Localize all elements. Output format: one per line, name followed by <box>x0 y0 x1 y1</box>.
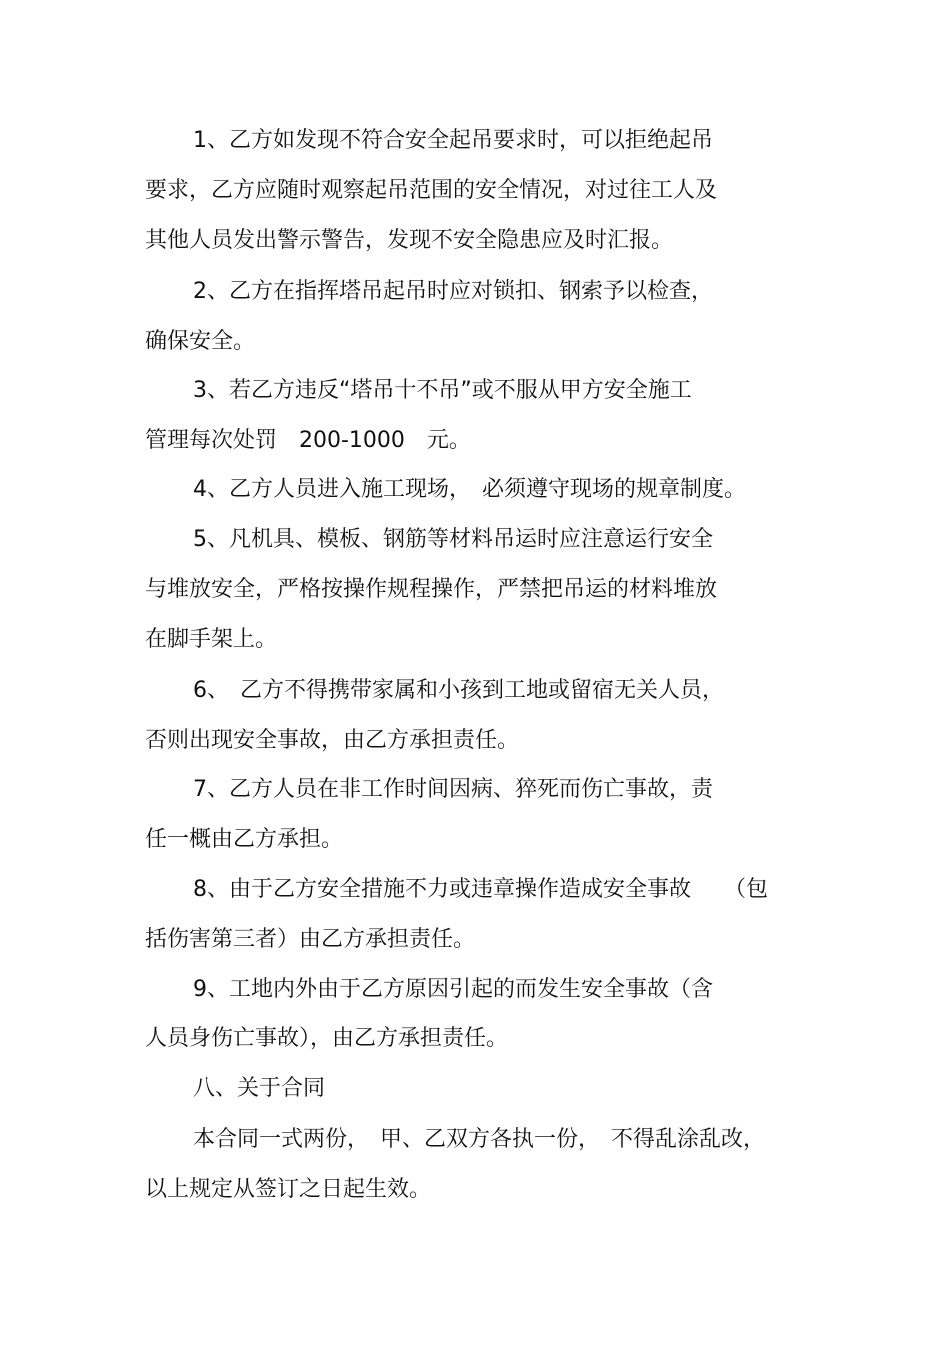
text-line-12: 6、 乙方不得携带家属和小孩到工地或留宿无关人员， <box>193 678 724 703</box>
text-line-10: 与堆放安全，严格按操作规程操作，严禁把吊运的材料堆放 <box>145 577 718 602</box>
text-line-17: 括伤害第三者）由乙方承担责任。 <box>145 927 476 952</box>
text-line-8: 4、乙方人员进入施工现场， 必须遵守现场的规章制度。 <box>193 477 746 502</box>
text-line-4: 2、乙方在指挥塔吊起吊时应对锁扣、钢索予以检查， <box>193 279 713 304</box>
text-line-3: 其他人员发出警示警告，发现不安全隐患应及时汇报。 <box>145 228 674 253</box>
section-heading: 八、关于合同 <box>193 1076 326 1101</box>
text-line-19: 人员身伤亡事故），由乙方承担责任。 <box>145 1026 509 1051</box>
text-line-5: 确保安全。 <box>145 329 256 354</box>
text-line-13: 否则出现安全事故，由乙方承担责任。 <box>145 728 520 753</box>
text-line-15: 任一概由乙方承担。 <box>145 827 344 852</box>
text-line-6: 3、若乙方违反“塔吊十不吊”或不服从甲方安全施工 <box>193 378 692 403</box>
text-line-7: 管理每次处罚 200-1000 元。 <box>145 428 471 453</box>
text-line-18: 9、工地内外由于乙方原因引起的而发生安全事故（含 <box>193 977 713 1002</box>
text-line-2: 要求，乙方应随时观察起吊范围的安全情况，对过往工人及 <box>145 178 718 203</box>
text-line-22: 以上规定从签订之日起生效。 <box>145 1177 432 1202</box>
text-line-1: 1、乙方如发现不符合安全起吊要求时，可以拒绝起吊 <box>193 128 713 153</box>
text-line-16: 8、由于乙方安全措施不力或违章操作造成安全事故 （包 <box>193 877 768 902</box>
text-line-11: 在脚手架上。 <box>145 627 278 652</box>
text-line-14: 7、乙方人员在非工作时间因病、猝死而伤亡事故，责 <box>193 777 713 802</box>
text-line-9: 5、凡机具、模板、钢筋等材料吊运时应注意运行安全 <box>193 527 713 552</box>
text-line-21: 本合同一式两份， 甲、乙双方各执一份， 不得乱涂乱改， <box>193 1127 766 1152</box>
